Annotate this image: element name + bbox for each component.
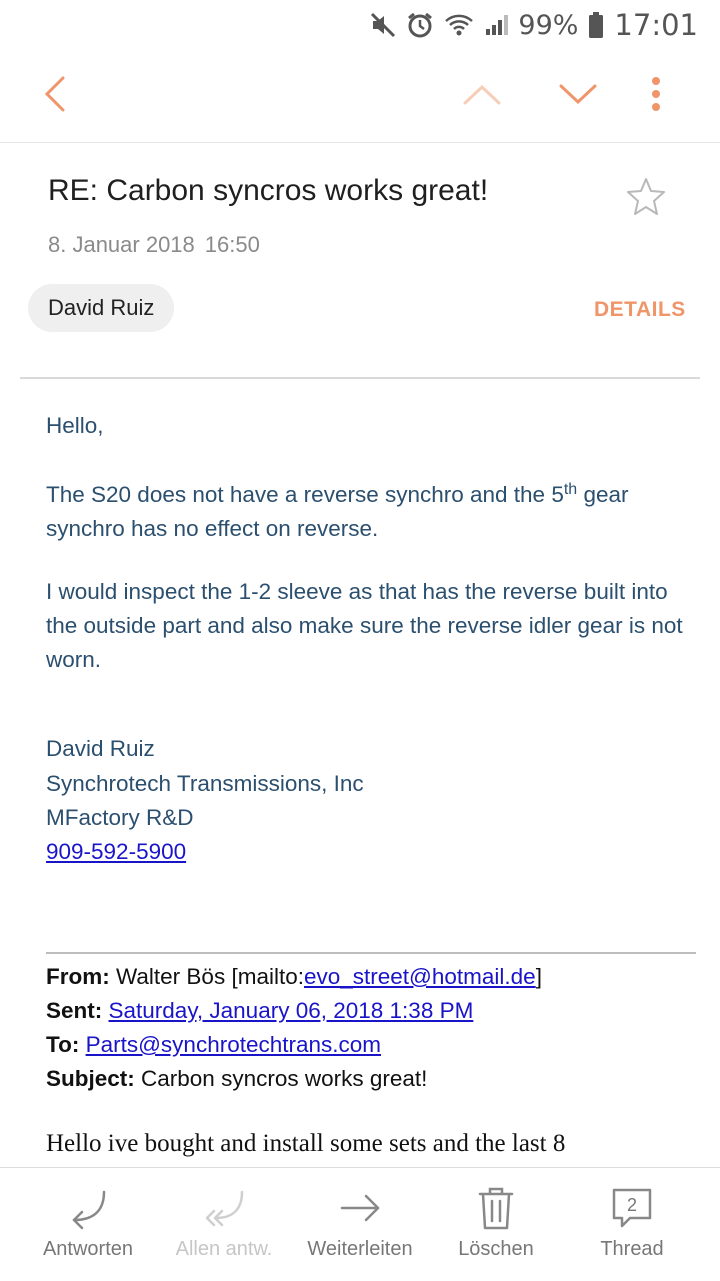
quoted-from-email-link[interactable]: evo_street@hotmail.de — [303, 964, 536, 989]
phone-link[interactable]: 909-592-5900 — [46, 839, 187, 864]
quote-divider — [46, 952, 696, 954]
email-date — [48, 232, 270, 258]
previous-email-button[interactable] — [456, 50, 508, 142]
back-button[interactable] — [30, 50, 80, 142]
quoted-from-name: Walter Bös [mailto: — [109, 964, 304, 989]
sender-chip[interactable]: David Ruiz — [28, 284, 174, 332]
body-paragraph-1 — [46, 478, 686, 546]
body-greeting: Hello, — [46, 413, 104, 438]
reply-icon — [23, 1186, 153, 1230]
reply-all-icon — [159, 1186, 289, 1230]
body-paragraph-1-a: The S20 does not have a reverse synchro and the 5 — [46, 482, 564, 507]
thread-icon — [567, 1186, 697, 1230]
email-date-day: 8. Januar 2018 — [48, 232, 195, 257]
signature-company: Synchrotech Transmissions, Inc — [46, 771, 364, 796]
body-paragraph-2: I would inspect the 1-2 sleeve as that has the reverse built into the outside part and also make sure the reverse idler gear is not worn. — [46, 579, 683, 672]
email-date-time: 16:50 — [204, 232, 260, 257]
mute-icon — [370, 12, 396, 38]
forward-label: Weiterleiten — [307, 1238, 413, 1260]
quoted-body-text: Hello ive bought and install some sets and the last 8 — [46, 1130, 566, 1157]
reply-label: Antworten — [42, 1238, 134, 1260]
reply-all-label: Allen antw. — [175, 1238, 273, 1260]
thread-count: 2 — [626, 1195, 638, 1215]
alarm-icon — [406, 11, 434, 39]
quoted-subject-line — [46, 1062, 696, 1096]
quoted-sent-label: Sent: — [46, 998, 103, 1023]
header-divider — [20, 377, 700, 379]
body-paragraph-1-b: gear synchro has no effect on reverse. — [46, 482, 629, 541]
signal-icon — [484, 13, 510, 37]
back-chevron-icon — [43, 76, 67, 117]
quoted-from-close: ] — [535, 964, 542, 989]
thread-label: Thread — [600, 1238, 664, 1260]
thread-button[interactable] — [567, 1168, 697, 1281]
quoted-to-email-link[interactable]: Parts@synchrotechtrans.com — [85, 1032, 382, 1057]
quoted-sent-line — [46, 994, 696, 1028]
signature-department: MFactory R&D — [46, 805, 194, 830]
star-icon — [626, 203, 666, 220]
previous-chevron-icon — [463, 83, 501, 110]
signature-name: David Ruiz — [46, 736, 155, 761]
quoted-header — [46, 960, 696, 1096]
clock: 17:01 — [614, 8, 698, 42]
battery-percentage: 99% — [518, 9, 579, 41]
email-subject: RE: Carbon syncros works great! — [48, 174, 489, 207]
quoted-from-label: From: — [46, 964, 110, 989]
battery-icon — [588, 11, 604, 39]
forward-button[interactable] — [295, 1168, 425, 1281]
signature-phone — [46, 835, 686, 869]
quoted-subject-value: Carbon syncros works great! — [134, 1066, 428, 1091]
delete-button[interactable] — [431, 1168, 561, 1281]
quoted-from-line — [46, 960, 696, 994]
next-chevron-icon — [559, 83, 597, 110]
quoted-sent-link[interactable]: Saturday, January 06, 2018 1:38 PM — [108, 998, 474, 1023]
more-vert-icon — [650, 76, 662, 117]
wifi-icon — [444, 13, 474, 37]
reply-button[interactable] — [23, 1168, 153, 1281]
status-bar — [0, 0, 720, 50]
quoted-to-line — [46, 1028, 696, 1062]
delete-label: Löschen — [458, 1238, 534, 1260]
more-options-button[interactable] — [636, 50, 676, 142]
details-button[interactable]: DETAILS — [594, 298, 686, 321]
favorite-star-button[interactable] — [626, 176, 666, 221]
bottom-toolbar — [0, 1167, 720, 1281]
email-action-bar — [0, 50, 720, 142]
trash-icon — [431, 1186, 561, 1230]
top-divider — [0, 142, 720, 143]
next-email-button[interactable] — [552, 50, 604, 142]
reply-all-button[interactable] — [159, 1168, 289, 1281]
quoted-to-label: To: — [46, 1032, 80, 1057]
body-paragraph-1-sup: th — [563, 481, 578, 498]
forward-arrow-icon — [295, 1186, 425, 1230]
quoted-subject-label: Subject: — [46, 1066, 135, 1091]
